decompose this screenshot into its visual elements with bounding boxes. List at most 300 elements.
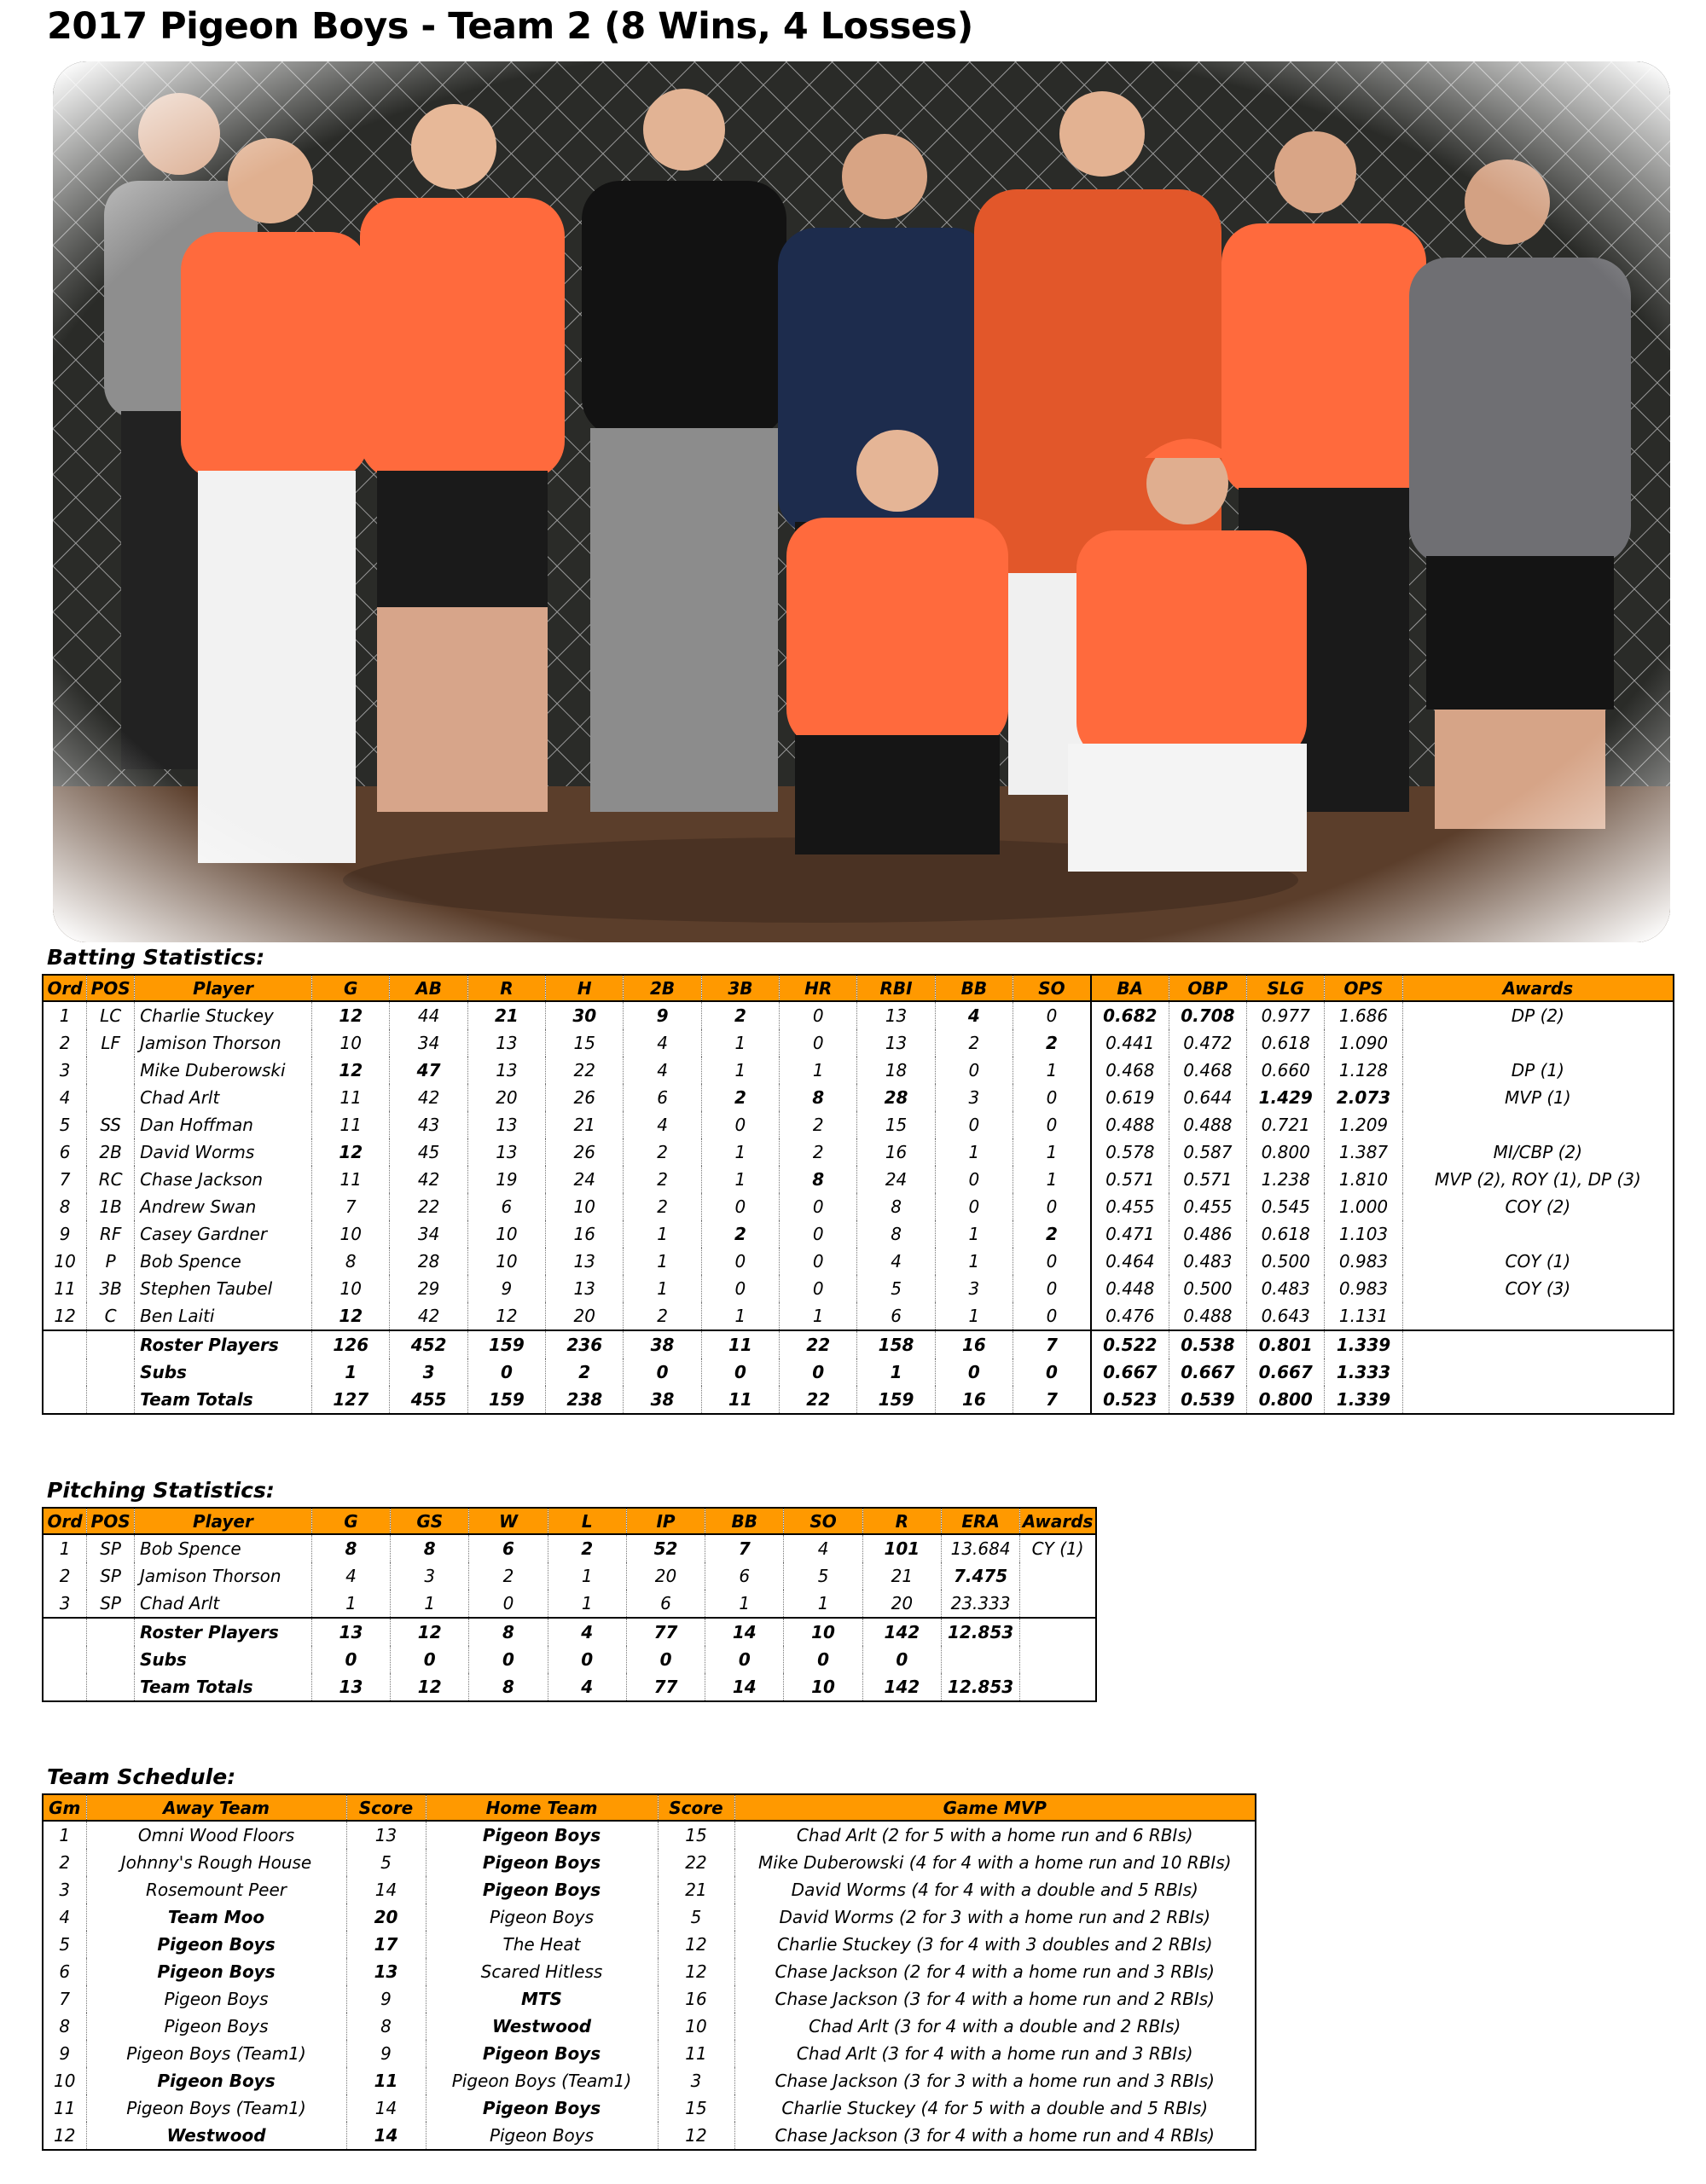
batting-cell: 0.472 — [1169, 1029, 1246, 1057]
batting-row — [43, 1166, 1674, 1193]
batting-cell: 236 — [546, 1330, 624, 1358]
batting-cell: 1.339 — [1325, 1330, 1402, 1358]
batting-cell: 0 — [1013, 1111, 1091, 1138]
batting-cell — [87, 1084, 135, 1111]
batting-cell: 0.983 — [1325, 1275, 1402, 1302]
pitching-cell: 2 — [59, 1566, 71, 1586]
pitching-col-header: G — [311, 1508, 390, 1534]
batting-cell: 42 — [390, 1084, 467, 1111]
schedule-cell: David Worms (2 for 3 with a home run and 2 RBIs) — [734, 1903, 1256, 1931]
batting-cell: 42 — [390, 1166, 467, 1193]
schedule-cell: Pigeon Boys — [426, 2122, 658, 2150]
batting-cell: 0.441 — [1091, 1029, 1169, 1057]
batting-cell: 0 — [780, 1029, 857, 1057]
pitching-cell: 3 — [391, 1562, 469, 1590]
schedule-header-row — [43, 1794, 1256, 1821]
schedule-col-header: Score — [346, 1794, 426, 1821]
batting-cell: RC — [87, 1166, 135, 1193]
batting-cell: 1 — [701, 1029, 779, 1057]
batting-cell: 10 — [312, 1029, 390, 1057]
batting-cell: MVP (1) — [1402, 1084, 1674, 1111]
pitching-cell: 13 — [311, 1673, 390, 1701]
batting-row — [43, 1084, 1674, 1111]
batting-table — [42, 974, 1674, 1415]
pitching-cell: 0 — [311, 1646, 390, 1673]
batting-cell: 1.238 — [1247, 1166, 1325, 1193]
batting-cell: 2 — [624, 1138, 701, 1166]
schedule-cell: Pigeon Boys (Team1) — [86, 2040, 346, 2067]
batting-cell: 34 — [390, 1220, 467, 1248]
pitching-cell — [1020, 1590, 1096, 1618]
batting-cell: MVP (2), ROY (1), DP (3) — [1402, 1166, 1674, 1193]
batting-cell — [43, 1358, 87, 1386]
batting-cell — [1402, 1358, 1674, 1386]
batting-cell: 21 — [546, 1111, 624, 1138]
batting-col-header: 3B — [701, 975, 779, 1001]
batting-cell: 6 — [624, 1084, 701, 1111]
batting-cell: 0.977 — [1247, 1001, 1325, 1029]
schedule-row — [43, 1849, 1256, 1876]
pitching-col-header: GS — [391, 1508, 469, 1534]
batting-cell: 0.523 — [1091, 1386, 1169, 1414]
schedule-cell: 10 — [658, 2013, 734, 2040]
schedule-cell: 9 — [346, 2040, 426, 2067]
batting-cell: 1.339 — [1325, 1386, 1402, 1414]
pitching-cell: 1 — [311, 1590, 390, 1618]
schedule-cell: 12 — [658, 1931, 734, 1958]
batting-cell: 0 — [935, 1057, 1013, 1084]
batting-cell: 2 — [624, 1193, 701, 1220]
schedule-cell: Pigeon Boys — [86, 1985, 346, 2013]
batting-cell: 158 — [857, 1330, 935, 1358]
batting-cell: 1 — [780, 1057, 857, 1084]
batting-cell: 34 — [390, 1029, 467, 1057]
batting-cell: 0 — [1013, 1248, 1091, 1275]
batting-cell: 1 — [935, 1248, 1013, 1275]
batting-cell: 4 — [624, 1057, 701, 1084]
batting-cell: 0.522 — [1091, 1330, 1169, 1358]
batting-cell: 2 — [624, 1302, 701, 1330]
pitching-cell: 1 — [391, 1590, 469, 1618]
batting-cell: 12 — [467, 1302, 545, 1330]
pitching-total-row — [43, 1673, 1096, 1701]
batting-cell: Stephen Taubel — [135, 1275, 312, 1302]
pitching-cell: 8 — [311, 1534, 390, 1562]
pitching-cell: 0 — [862, 1646, 941, 1673]
pitching-cell: 1 — [705, 1590, 784, 1618]
pitching-cell: 13.684 — [941, 1534, 1019, 1562]
batting-cell: 452 — [390, 1330, 467, 1358]
pitching-col-header: POS — [87, 1508, 135, 1534]
pitching-cell: SP — [87, 1590, 135, 1618]
pitching-col-header: Awards — [1020, 1508, 1096, 1534]
schedule-cell: 5 — [59, 1934, 71, 1955]
batting-cell: 159 — [857, 1386, 935, 1414]
batting-cell: David Worms — [135, 1138, 312, 1166]
pitching-cell: 77 — [626, 1618, 705, 1646]
batting-cell: Casey Gardner — [135, 1220, 312, 1248]
batting-cell: 0 — [780, 1275, 857, 1302]
batting-cell: 0.500 — [1247, 1248, 1325, 1275]
batting-cell: 4 — [59, 1087, 71, 1108]
schedule-cell: Johnny's Rough House — [86, 1849, 346, 1876]
batting-cell: 1.209 — [1325, 1111, 1402, 1138]
batting-cell: 0.983 — [1325, 1248, 1402, 1275]
batting-col-header: BB — [935, 975, 1013, 1001]
batting-cell: 15 — [857, 1111, 935, 1138]
batting-cell: DP (2) — [1402, 1001, 1674, 1029]
pitching-col-header: BB — [705, 1508, 784, 1534]
batting-cell — [87, 1057, 135, 1084]
pitching-cell: 0 — [548, 1646, 626, 1673]
schedule-cell: 12 — [658, 1958, 734, 1985]
pitching-col-header: IP — [626, 1508, 705, 1534]
schedule-cell: 21 — [658, 1876, 734, 1903]
batting-cell: 0 — [1013, 1001, 1091, 1029]
batting-cell: 6 — [467, 1193, 545, 1220]
pitching-col-header: W — [469, 1508, 548, 1534]
batting-col-header: HR — [780, 975, 857, 1001]
batting-cell: 2 — [624, 1166, 701, 1193]
schedule-cell: Mike Duberowski (4 for 4 with a home run and 10 RBIs) — [734, 1849, 1256, 1876]
batting-cell: 2B — [87, 1138, 135, 1166]
batting-cell: 2 — [701, 1001, 779, 1029]
pitching-cell: 6 — [469, 1534, 548, 1562]
batting-cell: 1B — [87, 1193, 135, 1220]
schedule-cell: 5 — [658, 1903, 734, 1931]
schedule-cell: Pigeon Boys — [426, 2094, 658, 2122]
schedule-cell: 11 — [658, 2040, 734, 2067]
batting-col-header: 2B — [624, 975, 701, 1001]
batting-cell: Chase Jackson — [135, 1166, 312, 1193]
pitching-cell: 77 — [626, 1673, 705, 1701]
pitching-cell: 0 — [391, 1646, 469, 1673]
pitching-heading: Pitching Statistics: — [47, 1478, 275, 1503]
schedule-cell: Charlie Stuckey (4 for 5 with a double and 5 RBIs) — [734, 2094, 1256, 2122]
batting-row — [43, 1302, 1674, 1330]
batting-cell: 16 — [546, 1220, 624, 1248]
batting-cell: 29 — [390, 1275, 467, 1302]
batting-cell: 2 — [780, 1138, 857, 1166]
pitching-cell: Subs — [134, 1646, 311, 1673]
pitching-col-header: ERA — [941, 1508, 1019, 1534]
batting-cell — [1402, 1302, 1674, 1330]
batting-cell: 0 — [1013, 1275, 1091, 1302]
batting-cell: 2 — [780, 1111, 857, 1138]
schedule-cell: Chad Arlt (3 for 4 with a home run and 3 RBIs) — [734, 2040, 1256, 2067]
pitching-cell: 14 — [705, 1673, 784, 1701]
batting-cell: 22 — [390, 1193, 467, 1220]
schedule-col-header: Score — [658, 1794, 734, 1821]
batting-cell: Jamison Thorson — [135, 1029, 312, 1057]
pitching-cell — [941, 1646, 1019, 1673]
schedule-cell: 16 — [658, 1985, 734, 2013]
batting-cell: 1.090 — [1325, 1029, 1402, 1057]
batting-cell: 8 — [59, 1196, 71, 1217]
batting-cell: LF — [87, 1029, 135, 1057]
batting-cell: 43 — [390, 1111, 467, 1138]
batting-cell: 0.800 — [1247, 1138, 1325, 1166]
batting-cell: 1 — [312, 1358, 390, 1386]
batting-cell: 0.618 — [1247, 1220, 1325, 1248]
schedule-cell: 11 — [54, 2098, 76, 2118]
pitching-cell: 1 — [548, 1590, 626, 1618]
batting-cell: 0 — [780, 1220, 857, 1248]
batting-cell: Andrew Swan — [135, 1193, 312, 1220]
pitching-col-header: R — [862, 1508, 941, 1534]
schedule-cell: 22 — [658, 1849, 734, 1876]
schedule-cell: Pigeon Boys — [426, 1903, 658, 1931]
batting-col-header: G — [312, 975, 390, 1001]
batting-cell: 4 — [857, 1248, 935, 1275]
pitching-cell: 12 — [391, 1618, 469, 1646]
batting-row — [43, 1193, 1674, 1220]
batting-cell: 0.618 — [1247, 1029, 1325, 1057]
batting-cell: 0.464 — [1091, 1248, 1169, 1275]
pitching-cell: 2 — [548, 1534, 626, 1562]
batting-cell: 1 — [701, 1302, 779, 1330]
batting-cell: 0.667 — [1091, 1358, 1169, 1386]
batting-cell: 3B — [87, 1275, 135, 1302]
schedule-row — [43, 2013, 1256, 2040]
schedule-row — [43, 1958, 1256, 1985]
pitching-cell: 0 — [469, 1646, 548, 1673]
schedule-cell: Pigeon Boys (Team1) — [86, 2094, 346, 2122]
batting-row — [43, 1138, 1674, 1166]
schedule-cell: 8 — [59, 2016, 71, 2036]
batting-total-row — [43, 1386, 1674, 1414]
batting-cell: 0.468 — [1091, 1057, 1169, 1084]
batting-cell: 0 — [1013, 1358, 1091, 1386]
batting-cell: MI/CBP (2) — [1402, 1138, 1674, 1166]
batting-row — [43, 1001, 1674, 1029]
pitching-cell: 0 — [469, 1590, 548, 1618]
batting-cell: Charlie Stuckey — [135, 1001, 312, 1029]
batting-cell: 0.587 — [1169, 1138, 1246, 1166]
batting-cell: 5 — [59, 1115, 71, 1135]
batting-cell: 238 — [546, 1386, 624, 1414]
batting-cell: 0 — [935, 1111, 1013, 1138]
pitching-row — [43, 1534, 1096, 1562]
batting-cell: 8 — [857, 1220, 935, 1248]
batting-cell: 0.801 — [1247, 1330, 1325, 1358]
pitching-cell: 20 — [626, 1562, 705, 1590]
batting-row — [43, 1111, 1674, 1138]
batting-cell: 1 — [701, 1166, 779, 1193]
batting-cell — [1402, 1386, 1674, 1414]
batting-cell: 30 — [546, 1001, 624, 1029]
batting-cell: COY (1) — [1402, 1248, 1674, 1275]
pitching-cell: 0 — [705, 1646, 784, 1673]
batting-cell: 38 — [624, 1386, 701, 1414]
batting-cell: 1.429 — [1247, 1084, 1325, 1111]
pitching-cell: 13 — [311, 1618, 390, 1646]
batting-cell: 455 — [390, 1386, 467, 1414]
batting-cell: 126 — [312, 1330, 390, 1358]
batting-cell: 1.387 — [1325, 1138, 1402, 1166]
schedule-row — [43, 2122, 1256, 2150]
pitching-cell: 6 — [705, 1562, 784, 1590]
schedule-cell: 17 — [346, 1931, 426, 1958]
batting-cell: 28 — [390, 1248, 467, 1275]
schedule-row — [43, 2040, 1256, 2067]
batting-cell: 0.667 — [1247, 1358, 1325, 1386]
batting-cell: 1 — [1013, 1166, 1091, 1193]
batting-col-header: AB — [390, 975, 467, 1001]
batting-cell: 10 — [312, 1275, 390, 1302]
batting-cell: 11 — [701, 1386, 779, 1414]
pitching-cell: 101 — [862, 1534, 941, 1562]
pitching-cell: 4 — [548, 1673, 626, 1701]
batting-cell: 0 — [1013, 1302, 1091, 1330]
pitching-cell: 12.853 — [941, 1618, 1019, 1646]
schedule-cell: 12 — [54, 2125, 76, 2146]
schedule-cell: 14 — [346, 2094, 426, 2122]
pitching-cell: 7.475 — [941, 1562, 1019, 1590]
pitching-cell: 4 — [548, 1618, 626, 1646]
pitching-cell — [1020, 1646, 1096, 1673]
schedule-cell: 6 — [59, 1961, 71, 1982]
batting-cell: 16 — [935, 1386, 1013, 1414]
pitching-cell — [87, 1646, 135, 1673]
batting-cell: 5 — [857, 1275, 935, 1302]
schedule-cell: 5 — [346, 1849, 426, 1876]
batting-cell: Chad Arlt — [135, 1084, 312, 1111]
batting-cell: LC — [87, 1001, 135, 1029]
batting-cell: 0 — [935, 1166, 1013, 1193]
batting-cell: 2 — [1013, 1029, 1091, 1057]
pitching-cell — [1020, 1618, 1096, 1646]
pitching-cell: 0 — [626, 1646, 705, 1673]
batting-cell: 1.131 — [1325, 1302, 1402, 1330]
batting-cell: P — [87, 1248, 135, 1275]
schedule-cell: The Heat — [426, 1931, 658, 1958]
pitching-cell: 14 — [705, 1618, 784, 1646]
pitching-cell: 52 — [626, 1534, 705, 1562]
batting-cell: 16 — [857, 1138, 935, 1166]
batting-cell: 11 — [54, 1278, 76, 1299]
pitching-cell: 10 — [784, 1673, 862, 1701]
batting-col-header: Ord — [43, 975, 87, 1001]
batting-cell: 0 — [935, 1358, 1013, 1386]
batting-cell: 127 — [312, 1386, 390, 1414]
batting-cell: 159 — [467, 1386, 545, 1414]
schedule-cell: Chase Jackson (3 for 4 with a home run and 2 RBIs) — [734, 1985, 1256, 2013]
batting-cell: 0.488 — [1169, 1111, 1246, 1138]
schedule-cell: 14 — [346, 2122, 426, 2150]
batting-cell: 12 — [312, 1302, 390, 1330]
schedule-cell: 9 — [59, 2043, 71, 2064]
batting-cell: 13 — [857, 1001, 935, 1029]
team-photo — [53, 61, 1670, 942]
batting-cell: 10 — [312, 1220, 390, 1248]
batting-cell: 0.483 — [1247, 1275, 1325, 1302]
schedule-cell: Chase Jackson (3 for 3 with a home run and 3 RBIs) — [734, 2067, 1256, 2094]
batting-cell: 1 — [624, 1220, 701, 1248]
pitching-col-header: SO — [784, 1508, 862, 1534]
batting-cell: 0 — [935, 1193, 1013, 1220]
schedule-cell: Rosemount Peer — [86, 1876, 346, 1903]
batting-cell — [1402, 1330, 1674, 1358]
schedule-cell: 15 — [658, 1821, 734, 1849]
pitching-cell — [43, 1673, 87, 1701]
batting-cell: 22 — [780, 1386, 857, 1414]
batting-cell: 11 — [701, 1330, 779, 1358]
batting-cell: COY (3) — [1402, 1275, 1674, 1302]
batting-row — [43, 1029, 1674, 1057]
batting-cell: 44 — [390, 1001, 467, 1029]
schedule-row — [43, 1931, 1256, 1958]
batting-cell: 0 — [467, 1358, 545, 1386]
batting-cell: 2 — [1013, 1220, 1091, 1248]
batting-cell: 42 — [390, 1302, 467, 1330]
batting-cell: Bob Spence — [135, 1248, 312, 1275]
schedule-col-header: Game MVP — [734, 1794, 1256, 1821]
batting-total-row — [43, 1330, 1674, 1358]
batting-cell: 9 — [59, 1224, 71, 1244]
batting-cell: 9 — [624, 1001, 701, 1029]
schedule-cell: Pigeon Boys — [86, 1931, 346, 1958]
batting-cell: 13 — [546, 1248, 624, 1275]
batting-cell: 24 — [546, 1166, 624, 1193]
pitching-cell — [43, 1646, 87, 1673]
batting-cell: 0.486 — [1169, 1220, 1246, 1248]
pitching-cell: 7 — [705, 1534, 784, 1562]
schedule-cell: Westwood — [86, 2122, 346, 2150]
batting-col-header: SO — [1013, 975, 1091, 1001]
batting-cell: 0 — [701, 1193, 779, 1220]
batting-cell — [1402, 1220, 1674, 1248]
batting-cell: 1 — [1013, 1138, 1091, 1166]
pitching-cell — [1020, 1673, 1096, 1701]
batting-cell: 26 — [546, 1138, 624, 1166]
batting-cell: 13 — [546, 1275, 624, 1302]
batting-col-header: POS — [87, 975, 135, 1001]
batting-cell: 0 — [1013, 1084, 1091, 1111]
batting-cell: 1 — [935, 1220, 1013, 1248]
batting-cell: 4 — [935, 1001, 1013, 1029]
schedule-cell: 13 — [346, 1821, 426, 1849]
batting-cell: 12 — [312, 1057, 390, 1084]
batting-cell: 1 — [857, 1358, 935, 1386]
batting-cell: 0 — [780, 1358, 857, 1386]
batting-cell: 0.667 — [1169, 1358, 1246, 1386]
batting-cell: 0 — [780, 1248, 857, 1275]
batting-cell: 0.488 — [1169, 1302, 1246, 1330]
batting-cell: 3 — [59, 1060, 71, 1080]
schedule-cell: Chase Jackson (2 for 4 with a home run and 3 RBIs) — [734, 1958, 1256, 1985]
schedule-cell: 13 — [346, 1958, 426, 1985]
batting-row — [43, 1057, 1674, 1084]
batting-cell: Roster Players — [135, 1330, 312, 1358]
batting-cell: 0.643 — [1247, 1302, 1325, 1330]
batting-cell: 12 — [312, 1138, 390, 1166]
pitching-cell: 1 — [548, 1562, 626, 1590]
batting-cell: 1.810 — [1325, 1166, 1402, 1193]
pitching-cell: 142 — [862, 1618, 941, 1646]
pitching-table — [42, 1507, 1097, 1702]
batting-cell: 4 — [624, 1111, 701, 1138]
batting-cell: 2 — [59, 1033, 71, 1053]
batting-cell — [1402, 1029, 1674, 1057]
batting-cell: 0 — [1013, 1193, 1091, 1220]
batting-cell: 16 — [935, 1330, 1013, 1358]
batting-cell: 38 — [624, 1330, 701, 1358]
batting-cell: 1 — [701, 1138, 779, 1166]
batting-cell: 0.578 — [1091, 1138, 1169, 1166]
batting-cell: 0 — [701, 1358, 779, 1386]
pitching-cell: 4 — [311, 1562, 390, 1590]
